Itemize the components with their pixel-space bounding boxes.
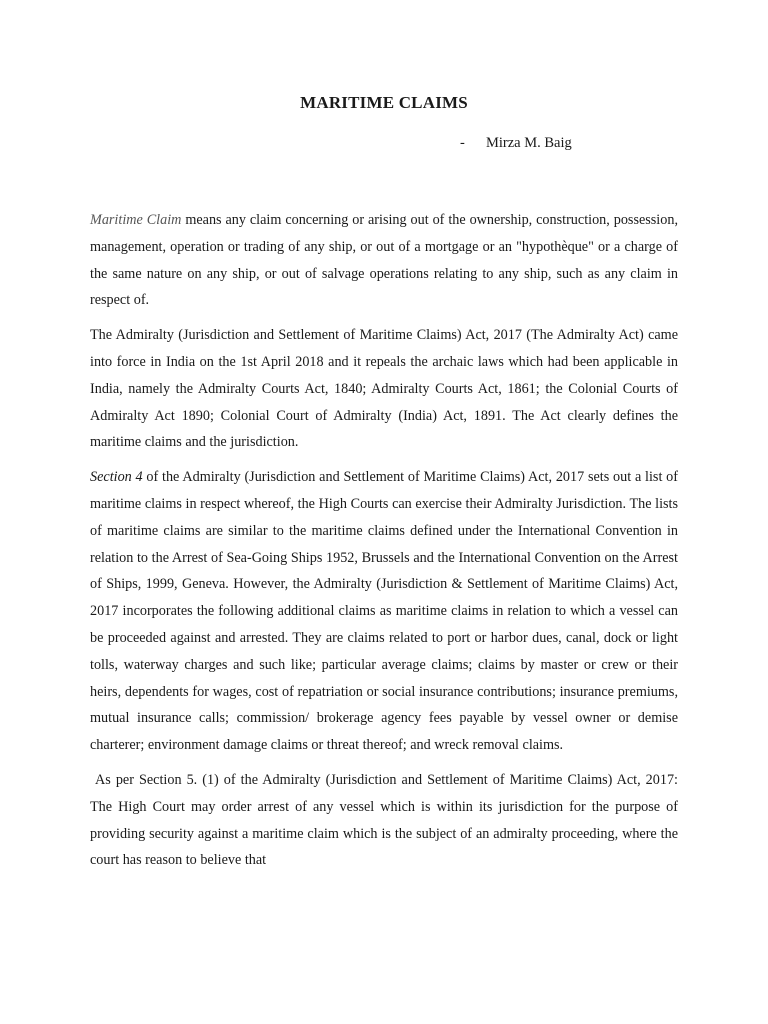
paragraph-text: As per Section 5. (1) of the Admiralty (Jurisdiction and Settlement of Maritime Claims) Act, 2017: The High Court may order arrest of any vessel which is within its jurisdiction for the purpose of providing security against a maritime claim which is the subject of an admiralty proceeding, where the court has reason to believe that	[90, 771, 682, 869]
document-body	[90, 207, 682, 882]
term-section-4: Section 4	[90, 469, 143, 486]
paragraph-maritime-claim-definition	[90, 207, 678, 314]
paragraph-section-4	[90, 464, 678, 759]
author-dash: -	[460, 135, 465, 151]
document-title: MARITIME CLAIMS	[300, 93, 468, 112]
author-line	[460, 135, 572, 152]
paragraph-text: The Admiralty (Jurisdiction and Settlement of Maritime Claims) Act, 2017 (The Admiralty Act) came into force in India on the 1st April 2018 and it repeals the archaic laws which had been applicable in India, namely the Admiralty Courts Act, 1840; Admiralty Courts Act, 1861; the Colonial Courts of Admiralty Act 1890; Colonial Court of Admiralty (India) Act, 1891. The Act clearly defines the maritime claims and the jurisdiction.	[90, 327, 678, 451]
author-name: Mirza M. Baig	[486, 135, 572, 151]
paragraph-section-5	[90, 767, 682, 874]
paragraph-text: means any claim concerning or arising out of the ownership, construction, possession, management, operation or trading of any ship, or out of a mortgage or an "hypothèque" or a charge of the same nature on any ship, or out of salvage operations relating to any ship, such as any claim in respect of.	[90, 212, 678, 309]
paragraph-admiralty-act	[90, 322, 678, 456]
paragraph-text: of the Admiralty (Jurisdiction and Settlement of Maritime Claims) Act, 2017 sets out a list of maritime claims in respect whereof, the High Courts can exercise their Admiralty Jurisdiction. The lists of maritime claims are similar to the maritime claims defined under the International Convention in relation to the Arrest of Sea-Going Ships 1952, Brussels and the International Convention on the Arrest of Ships, 1999, Geneva. However, the Admiralty (Jurisdiction & Settlement of Maritime Claims) Act, 2017 incorporates the following additional claims as maritime claims in relation to which a vessel can be proceeded against and arrested. They are claims related to port or harbor dues, canal, dock or light tolls, waterway charges and such like; particular average claims; claims by master or crew or their heirs, dependents for wages, cost of repatriation or social insurance contributions; insurance premiums, mutual insurance calls; commission/ brokerage agency fees payable by vessel owner or demise charterer; environment damage claims or threat thereof; and wreck removal claims.	[90, 469, 678, 754]
term-maritime-claim: Maritime Claim	[90, 212, 182, 228]
